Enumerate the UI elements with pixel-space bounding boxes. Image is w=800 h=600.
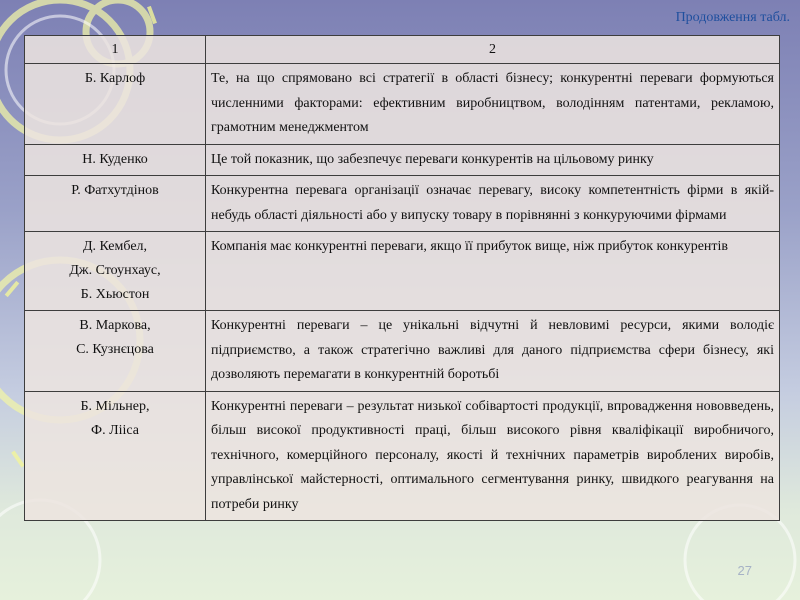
table-row bbox=[25, 311, 780, 392]
author-name: Б. Карлоф bbox=[84, 71, 146, 86]
author-name: В. Маркова, bbox=[79, 318, 151, 333]
table-header-row bbox=[25, 36, 780, 64]
author-name: Б. Хьюстон bbox=[80, 287, 150, 302]
author-cell bbox=[25, 391, 206, 521]
definitions-table bbox=[24, 35, 780, 521]
author-name: Д. Кембел, bbox=[82, 239, 148, 254]
author-cell bbox=[25, 144, 206, 176]
table-row bbox=[25, 144, 780, 176]
author-name: Б. Мільнер, bbox=[80, 398, 150, 414]
column-header-1: 1 bbox=[25, 36, 206, 64]
definition-cell: Компанія має конкурентні переваги, якщо її прибуток вище, ніж прибуток конкурентів bbox=[206, 232, 780, 311]
definition-cell: Конкурентні переваги – це унікальні відчутні й невловимі ресурси, якими володіє підприємство, а також стратегічно важливі для даного підприємства сфери бізнесу, які дозволяють перемагати в конкурентній боротьбі bbox=[206, 311, 780, 392]
author-name: Р. Фатхутдінов bbox=[71, 183, 159, 198]
table-row bbox=[25, 391, 780, 521]
table-row bbox=[25, 232, 780, 311]
definition-cell: Це той показник, що забезпечує переваги конкурентів на цільовому ринку bbox=[206, 144, 780, 176]
table-row bbox=[25, 64, 780, 145]
author-cell bbox=[25, 232, 206, 311]
author-cell bbox=[25, 311, 206, 392]
author-name: Ф. Лііса bbox=[91, 422, 139, 438]
definition-cell: Конкурентні переваги – результат низької собівартості продукції, впровадження нововведень, більш високої продуктивності праці, більш високого рівня кваліфікації виробничого, технічного, комерційного персоналу, якості й технічних параметрів вироблених виробів, управлінської майстерності, оптимального сегментування ринку, швидкого реагування на потреби ринку bbox=[206, 391, 780, 521]
slide-number: 27 bbox=[737, 563, 752, 578]
author-cell bbox=[25, 176, 206, 232]
author-cell bbox=[25, 64, 206, 145]
author-name: Дж. Стоунхаус, bbox=[69, 263, 161, 278]
author-name: Н. Куденко bbox=[82, 151, 148, 167]
author-name: С. Кузнєцова bbox=[76, 342, 154, 357]
definition-cell: Конкурентна перевага організації означає перевагу, високу компетентність фірми в якій-небудь області діяльності або у випуску товару в порівнянні з конкуруючими фірмами bbox=[206, 176, 780, 232]
table-row bbox=[25, 176, 780, 232]
definition-cell: Те, на що спрямовано всі стратегії в області бізнесу; конкурентні переваги формуються численними факторами: ефективним виробництвом, володінням патентами, рекламою, грамотним менеджментом bbox=[206, 64, 780, 145]
column-header-2: 2 bbox=[206, 36, 780, 64]
table-body bbox=[25, 64, 780, 521]
table-continuation-caption: Продовження табл. bbox=[675, 10, 790, 25]
